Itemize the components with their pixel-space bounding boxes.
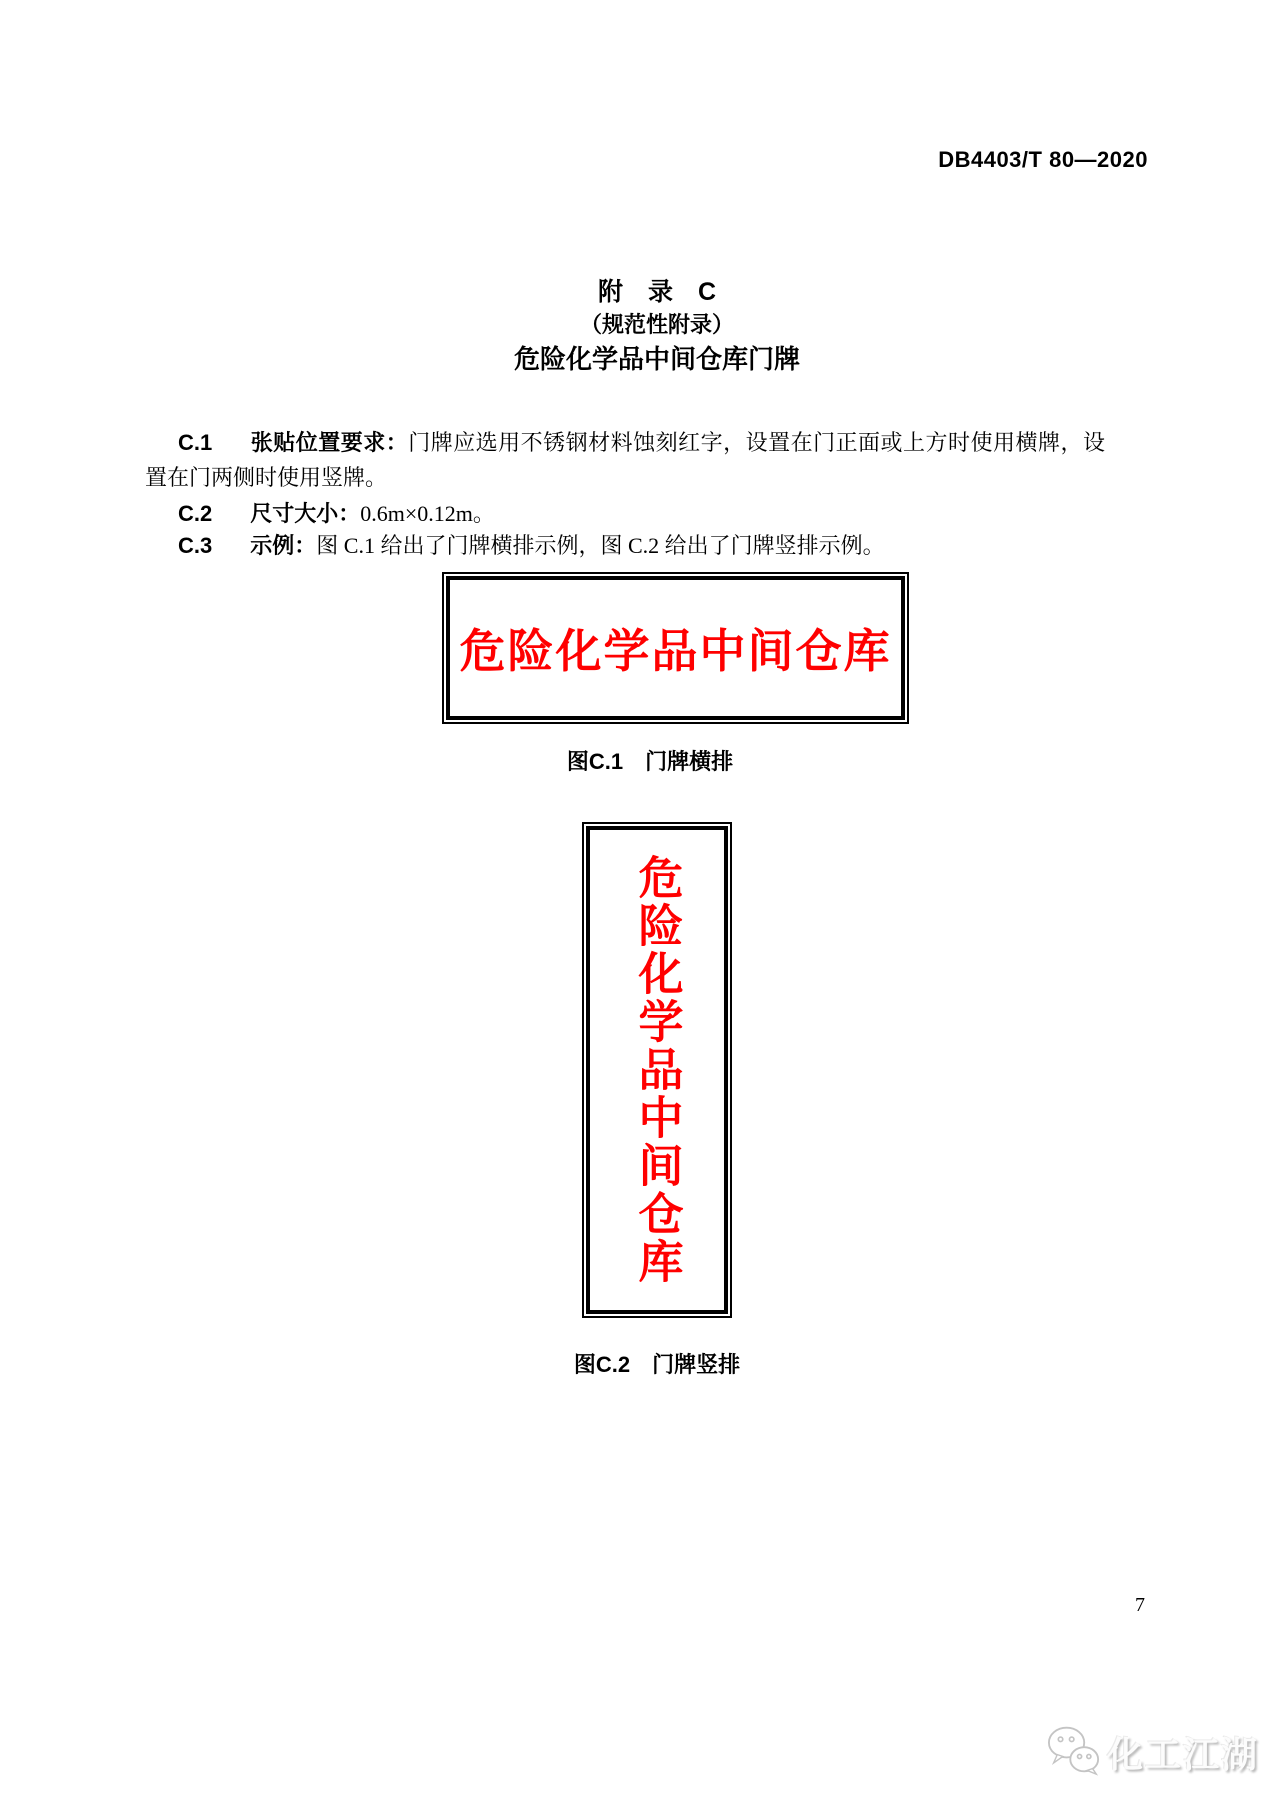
clause-c1 (145, 425, 1105, 495)
watermark-text: 化工江湖 (1107, 1734, 1260, 1775)
horizontal-sign-text: 危险化学品中间仓库 (459, 625, 892, 677)
clause-label: 尺寸大小： (250, 501, 361, 526)
appendix-subtitle: （规范性附录） (579, 312, 735, 337)
horizontal-sign-plate (442, 572, 909, 724)
appendix-title: 附 录 C (597, 278, 717, 306)
page-number: 7 (1135, 1594, 1145, 1616)
standard-code-header: DB4403/T 80—2020 (938, 147, 1148, 172)
figure-c1-caption: 图C.1 门牌横排 (566, 749, 734, 774)
clause-number: C.1 (178, 430, 213, 455)
vertical-sign-inner-border (586, 826, 728, 1314)
vertical-sign-text: 危险化学品中间仓库 (631, 854, 683, 1286)
clause-label: 张贴位置要求： (250, 430, 409, 455)
clause-text: 门牌应选用不锈钢材料蚀刻红字，设置在门正面或上方时使用横牌，设置在门两侧时使用竖牌。 (145, 430, 1105, 490)
clause-c3 (145, 528, 1105, 563)
wechat-icon (1046, 1724, 1102, 1781)
clause-number: C.2 (178, 501, 213, 526)
clause-text: 图 C.1 给出了门牌横排示例，图 C.2 给出了门牌竖排示例。 (316, 533, 885, 558)
clause-c2 (145, 496, 1105, 531)
clause-text: 0.6m×0.12m。 (360, 501, 495, 526)
appendix-heading: 危险化学品中间仓库门牌 (513, 344, 801, 374)
clause-label: 示例： (250, 533, 317, 558)
watermark (1046, 1724, 1259, 1781)
clause-number: C.3 (178, 533, 213, 558)
horizontal-sign-inner-border (446, 576, 905, 720)
vertical-sign-plate (582, 822, 732, 1318)
figure-c2-caption: 图C.2 门牌竖排 (573, 1352, 741, 1377)
